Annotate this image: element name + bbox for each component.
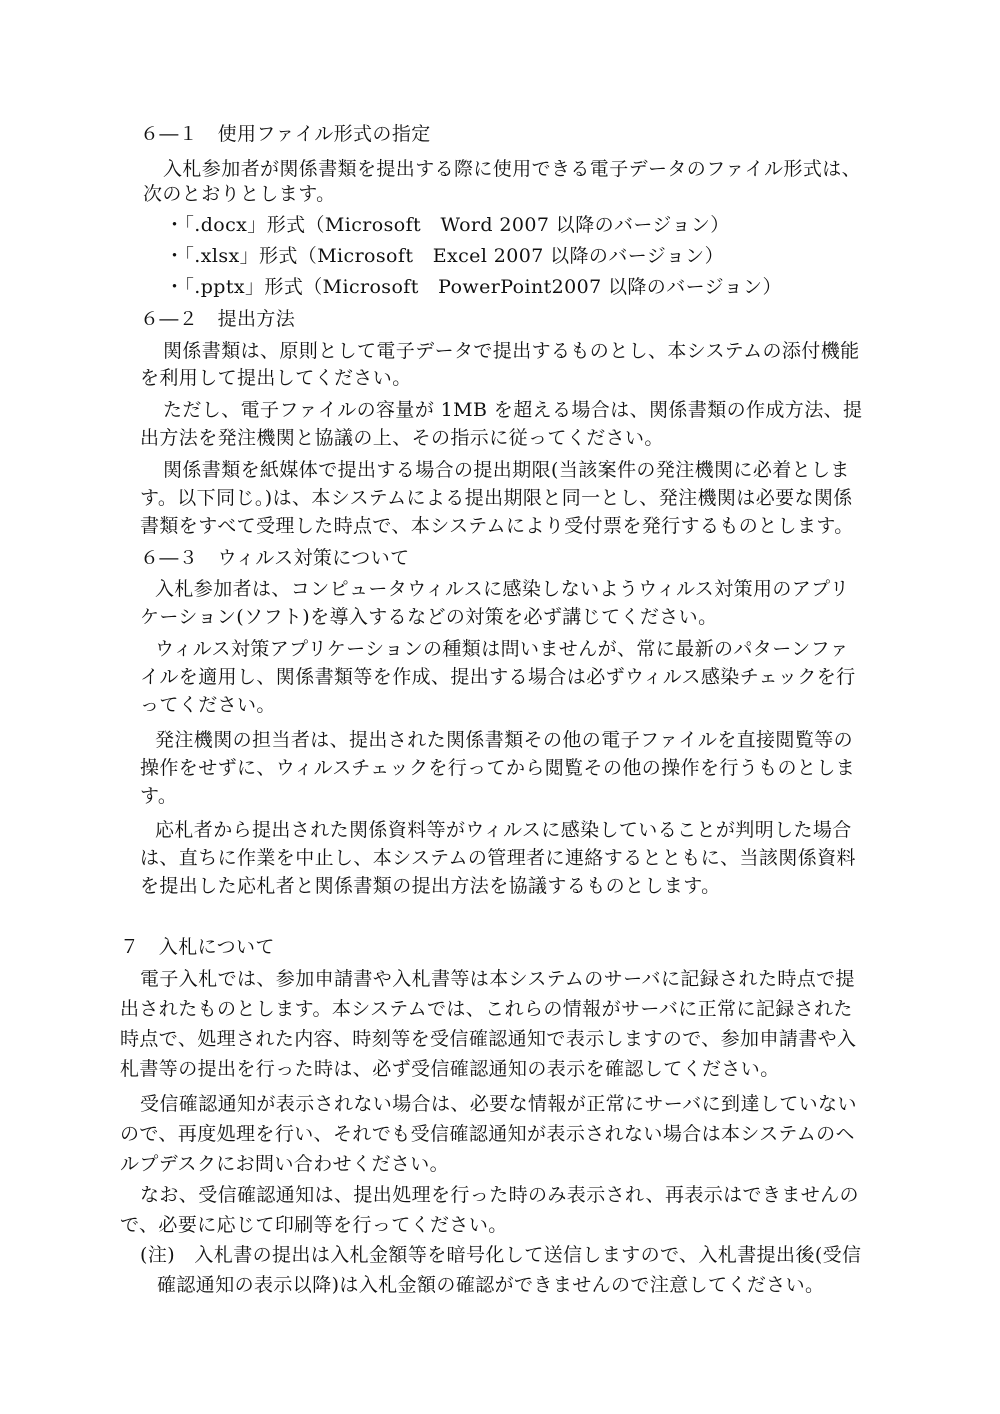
section-6-2-paragraph-line: す。以下同じ。)は、本システムによる提出期限と同一とし、発注機関は必要な関係 [140,487,853,509]
section-6-1-paragraph-line: 入札参加者が関係書類を提出する際に使用できる電子データのファイル形式は、 [163,158,862,180]
section-6-3-paragraph-line: 操作をせずに、ウィルスチェックを行ってから閲覧その他の操作を行うものとしま [140,757,856,779]
section-7-paragraph-line: 電子入札では、参加申請書や入札書等は本システムのサーバに記録された時点で提 [140,968,855,990]
section-7-note-line: (注) 入札書の提出は入札金額等を暗号化して送信しますので、入札書提出後(受信 [140,1244,862,1266]
section-6-2-paragraph-line: を利用して提出してください。 [140,367,412,389]
section-7-heading: ７ 入札について [120,936,275,958]
format-xlsx: ・「.xlsx」形式（Microsoft Excel 2007 以降のバージョン） [165,245,724,267]
section-7-paragraph-line: 出されたものとします。本システムでは、これらの情報がサーバに正常に記録された [120,998,853,1020]
section-6-3-paragraph-line: を提出した応札者と関係書類の提出方法を協議するものとします。 [140,875,721,897]
section-6-3-heading: ６―３ ウィルス対策について [140,547,410,569]
section-6-2-paragraph-line: 関係書類を紙媒体で提出する場合の提出期限(当該案件の発注機関に必着としま [163,459,850,481]
section-6-3-paragraph-line: ケーション(ソフト)を導入するなどの対策を必ず講じてください。 [140,606,718,628]
section-7-paragraph-line: なお、受信確認通知は、提出処理を行った時のみ表示され、再表示はできませんの [140,1184,859,1206]
section-6-3-paragraph-line: は、直ちに作業を中止し、本システムの管理者に連絡するとともに、当該関係資料 [140,847,856,869]
section-6-2-paragraph-line: 出方法を発注機関と協議の上、その指示に従ってください。 [140,427,664,449]
section-6-3-paragraph-line: 入札参加者は、コンピュータウィルスに感染しないようウィルス対策用のアプリ [155,578,850,600]
section-6-1-paragraph-line: 次のとおりとします。 [143,183,336,205]
section-6-3-paragraph-line: す。 [140,785,178,807]
format-docx: ・「.docx」形式（Microsoft Word 2007 以降のバージョン） [165,214,730,236]
section-6-2-paragraph-line: ただし、電子ファイルの容量が 1MB を超える場合は、関係書類の作成方法、提 [163,399,863,421]
section-7-paragraph-line: ルプデスクにお問い合わせください。 [120,1153,450,1175]
section-6-3-paragraph-line: 応札者から提出された関係資料等がウィルスに感染していることが判明した場合 [155,819,852,841]
section-6-3-paragraph-line: ってください。 [140,694,276,716]
section-7-paragraph-line: で、必要に応じて印刷等を行ってください。 [120,1214,508,1236]
section-6-2-paragraph-line: 書類をすべて受理した時点で、本システムにより受付票を発行するものとします。 [140,515,854,537]
section-7-paragraph-line: 時点で、処理された内容、時刻等を受信確認通知で表示しますので、参加申請書や入 [120,1028,857,1050]
section-7-note-line: 確認通知の表示以降)は入札金額の確認ができませんので注意してください。 [157,1274,825,1296]
section-6-2-paragraph-line: 関係書類は、原則として電子データで提出するものとし、本システムの添付機能 [163,340,860,362]
section-7-paragraph-line: 札書等の提出を行った時は、必ず受信確認通知の表示を確認してください。 [120,1058,780,1080]
section-6-1-heading: ６―１ 使用ファイル形式の指定 [140,123,431,145]
section-7-paragraph-line: ので、再度処理を行い、それでも受信確認通知が表示されない場合は本システムのヘ [120,1123,855,1145]
section-6-2-heading: ６―２ 提出方法 [140,308,296,330]
section-7-paragraph-line: 受信確認通知が表示されない場合は、必要な情報が正常にサーバに到達していない [140,1093,857,1115]
section-6-3-paragraph-line: イルを適用し、関係書類等を作成、提出する場合は必ずウィルス感染チェックを行 [140,666,856,688]
format-pptx: ・「.pptx」形式（Microsoft PowerPoint2007 以降のバージョン） [165,276,782,298]
section-6-3-paragraph-line: 発注機関の担当者は、提出された関係書類その他の電子ファイルを直接閲覧等の [155,729,854,751]
section-6-3-paragraph-line: ウィルス対策アプリケーションの種類は問いませんが、常に最新のパターンファ [155,638,850,660]
